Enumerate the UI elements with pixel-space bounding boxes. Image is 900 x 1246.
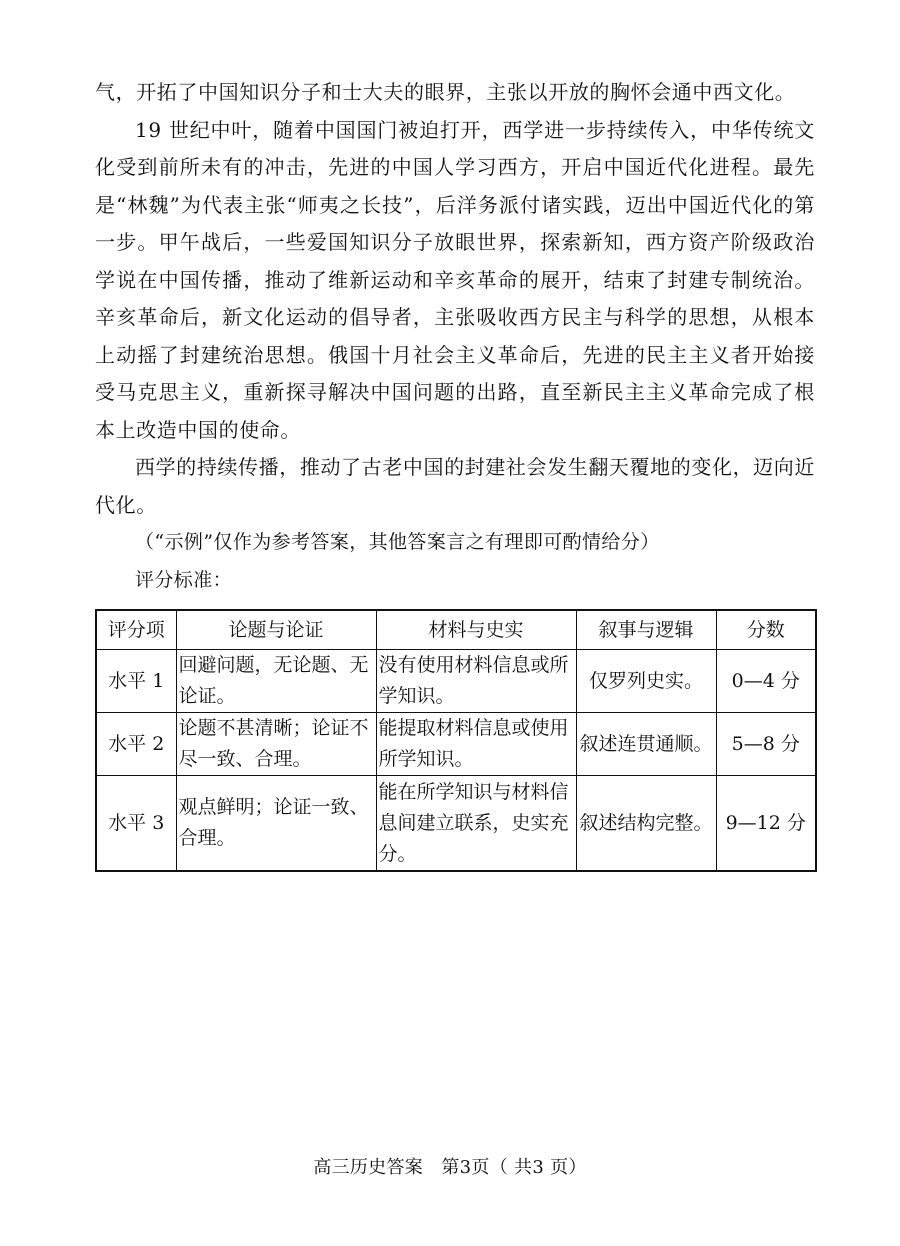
cell-thesis: 观点鲜明；论证一致、合理。 — [176, 776, 376, 872]
header-narrative: 叙事与逻辑 — [576, 610, 716, 650]
paragraph-conclusion: 西学的持续传播，推动了古老中国的封建社会发生翻天覆地的变化，迈向近代化。 — [95, 455, 815, 517]
cell-level: 水平 2 — [96, 713, 176, 776]
cell-score: 9—12 分 — [716, 776, 816, 872]
page-footer: 高三历史答案 第3页（ 共3 页） — [313, 1157, 587, 1178]
cell-narrative: 叙述连贯通顺。 — [576, 713, 716, 776]
cell-level: 水平 1 — [96, 650, 176, 713]
cell-material: 能在所学知识与材料信息间建立联系，史实充分。 — [376, 776, 576, 872]
answer-note: （“示例”仅作为参考答案，其他答案言之有理即可酌情给分） — [135, 531, 660, 553]
cell-score: 0—4 分 — [716, 650, 816, 713]
cell-thesis: 回避问题，无论题、无论证。 — [176, 650, 376, 713]
cell-narrative: 叙述结构完整。 — [576, 776, 716, 872]
paragraph-continuation: 气，开拓了中国知识分子和士大夫的眼界，主张以开放的胸怀会通中西文化。 — [95, 80, 796, 104]
document-body — [95, 74, 815, 872]
header-thesis: 论题与论证 — [176, 610, 376, 650]
table-row — [96, 650, 816, 713]
cell-level: 水平 3 — [96, 776, 176, 872]
header-score: 分数 — [716, 610, 816, 650]
cell-narrative: 仅罗列史实。 — [576, 650, 716, 713]
cell-material: 没有使用材料信息或所学知识。 — [376, 650, 576, 713]
header-material: 材料与史实 — [376, 610, 576, 650]
cell-material: 能提取材料信息或使用所学知识。 — [376, 713, 576, 776]
scoring-table — [95, 609, 817, 872]
table-row — [96, 776, 816, 872]
table-row — [96, 713, 816, 776]
header-level: 评分项 — [96, 610, 176, 650]
cell-thesis: 论题不甚清晰；论证不尽一致、合理。 — [176, 713, 376, 776]
paragraph-modernization: 19 世纪中叶，随着中国国门被迫打开，西学进一步持续传入，中华传统文化受到前所未有的冲击，先进的中国人学习西方，开启中国近代化进程。最先是“林魏”为代表主张“师夷之长技”，后洋务派付诸实践，迈出中国近代化的第一步。甲午战后，一些爱国知识分子放眼世界，探索新知，西方资产阶级政治学说在中国传播，推动了维新运动和辛亥革命的展开，结束了封建专制统治。辛亥革命后，新文化运动的倡导者，主张吸收西方民主与科学的思想，从根本上动摇了封建统治思想。俄国十月社会主义革命后，先进的民主主义者开始接受马克思主义，重新探寻解决中国问题的出路，直至新民主主义革命完成了根本上改造中国的使命。 — [95, 117, 815, 442]
scoring-label: 评分标准： — [135, 568, 233, 591]
table-header-row — [96, 610, 816, 650]
cell-score: 5—8 分 — [716, 713, 816, 776]
